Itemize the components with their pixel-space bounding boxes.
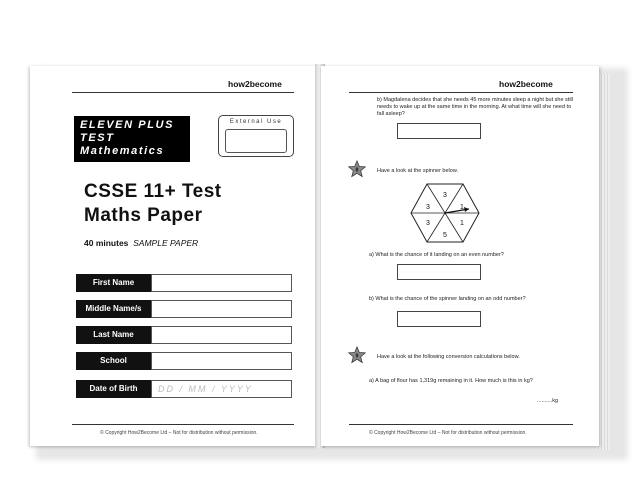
badge-line-2: TEST [80,132,115,144]
date-of-birth-label: Date of Birth [76,380,151,398]
middle-name-field[interactable] [151,300,292,318]
answer-box-8b[interactable] [397,311,481,327]
footer-rule [349,424,573,425]
brand-logo: how2become [228,79,282,89]
spinner-value-upper-right: 1 [460,204,464,211]
question-7b-text: b) Magdalena decides that she needs 45 more minutes sleep a night but she still needs to wake up at the same time in the morning. At what time will she need to fall asleep? [377,97,573,117]
question-page [321,66,599,446]
question-8-intro: Have a look at the spinner below. [377,168,459,174]
copyright-text: © Copyright How2Become Ltd – Not for distribution without permission. [100,430,258,436]
question-8-star-icon [348,160,366,178]
date-of-birth-field[interactable]: DD / MM / YYYY [151,380,292,398]
copyright-text: © Copyright How2Become Ltd – Not for distribution without permission. [369,430,527,436]
question-8-number: 8 [355,167,359,174]
page-title [84,180,222,228]
eleven-plus-badge [74,116,190,162]
cover-page [30,66,317,446]
header-rule [72,92,294,93]
last-name-label: Last Name [76,326,151,344]
question-9-number: 9 [355,353,359,360]
badge-line-1: ELEVEN PLUS [80,119,175,131]
title-line-1: CSSE 11+ Test [84,181,222,202]
question-9-intro: Have a look at the following conversion calculations below. [377,354,520,360]
external-use-label: External Use [229,119,283,125]
answer-hint-9a: ..........kg [537,398,559,404]
booklet [30,56,615,451]
answer-box-7b[interactable] [397,123,481,139]
external-use-box [218,115,294,157]
paper-type-text: SAMPLE PAPER [133,238,199,248]
answer-box-8a[interactable] [397,264,481,280]
school-field[interactable] [151,352,292,370]
school-label: School [76,352,151,370]
question-8a-text: a) What is the chance of it landing on an even number? [369,252,504,258]
middle-name-row [76,300,292,318]
spinner-value-upper-left: 3 [426,204,430,211]
spinner-value-lower-right: 1 [460,220,464,227]
duration-text: 40 minutes [84,238,129,248]
footer-rule [72,424,294,425]
question-9-star-icon [348,346,366,364]
date-of-birth-row [76,380,292,398]
brand-logo: how2become [499,79,553,89]
first-name-field[interactable] [151,274,292,292]
spinner-value-bottom: 5 [443,232,447,239]
header-rule [349,92,573,93]
school-row [76,352,292,370]
external-use-field[interactable] [225,129,287,153]
first-name-label: First Name [76,274,151,292]
paper-subtitle [84,238,198,248]
first-name-row [76,274,292,292]
badge-line-3: Mathematics [80,145,165,157]
last-name-field[interactable] [151,326,292,344]
spinner-value-top: 3 [443,192,447,199]
middle-name-label: Middle Name/s [76,300,151,318]
question-9a-text: a) A bag of flour has 1,319g remaining in it. How much is this in kg? [369,378,533,384]
title-line-2: Maths Paper [84,205,203,226]
spinner-value-lower-left: 3 [426,220,430,227]
hexagon-spinner [409,182,481,244]
last-name-row [76,326,292,344]
question-8b-text: b) What is the chance of the spinner landing on an odd number? [369,296,526,302]
